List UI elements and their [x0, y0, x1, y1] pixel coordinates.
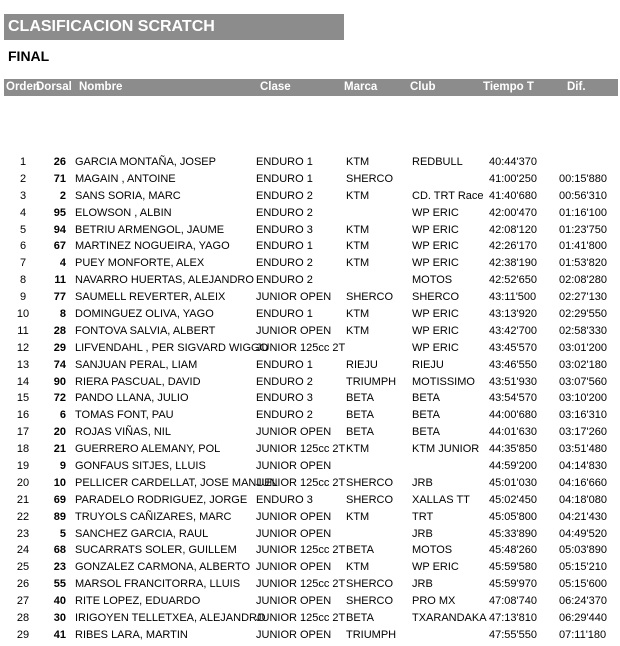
table-row — [0, 542, 620, 559]
cell-dorsal: 9 — [59, 460, 66, 473]
cell-nombre: PELLICER CARDELLAT, JOSE MANUEL — [75, 476, 278, 489]
cell-marca: KTM — [346, 257, 370, 270]
cell-clase: ENDURO 1 — [256, 240, 313, 253]
cell-dif: 05:15'210 — [559, 561, 607, 574]
table-row — [0, 576, 620, 593]
cell-dorsal: 74 — [53, 358, 66, 371]
cell-orden: 20 — [16, 476, 30, 489]
cell-club: WP ERIC — [412, 341, 459, 354]
cell-orden: 12 — [16, 341, 30, 354]
cell-marca: KTM — [346, 308, 370, 321]
cell-nombre: SUCARRATS SOLER, GUILLEM — [75, 544, 237, 557]
cell-club: RIEJU — [412, 358, 444, 371]
cell-tiempo: 43:45'570 — [489, 341, 537, 354]
table-row — [0, 272, 620, 289]
cell-dif: 07:11'180 — [559, 628, 607, 641]
table-row — [0, 323, 620, 340]
cell-clase: ENDURO 2 — [256, 375, 313, 388]
cell-club: MOTOS — [412, 544, 453, 557]
cell-club: WP ERIC — [412, 240, 459, 253]
cell-marca: TRIUMPH — [346, 628, 397, 641]
cell-nombre: PANDO LLANA, JULIO — [75, 392, 189, 405]
cell-nombre: SANS SORIA, MARC — [75, 189, 181, 202]
cell-marca: KTM — [346, 561, 370, 574]
cell-dorsal: 89 — [53, 510, 66, 523]
cell-dorsal: 10 — [53, 476, 66, 489]
cell-nombre: MAGAIN , ANTOINE — [75, 172, 176, 185]
cell-dif: 05:03'890 — [559, 544, 607, 557]
cell-orden: 2 — [19, 172, 27, 185]
cell-tiempo: 45:33'890 — [489, 527, 537, 540]
cell-tiempo: 43:46'550 — [489, 358, 537, 371]
cell-clase: JUNIOR 125cc 2T — [256, 544, 346, 557]
cell-dorsal: 2 — [59, 189, 66, 202]
cell-orden: 7 — [19, 257, 27, 270]
results-table — [0, 154, 620, 644]
cell-dif: 01:53'820 — [559, 257, 607, 270]
cell-marca: TRIUMPH — [346, 375, 397, 388]
cell-nombre: RIERA PASCUAL, DAVID — [75, 375, 201, 388]
cell-tiempo: 43:13'920 — [489, 308, 537, 321]
cell-nombre: GONZALEZ CARMONA, ALBERTO — [75, 561, 251, 574]
cell-club: BETA — [412, 426, 440, 439]
cell-orden: 25 — [16, 561, 30, 574]
cell-nombre: SANJUAN PERAL, LIAM — [75, 358, 198, 371]
cell-marca: SHERCO — [346, 291, 394, 304]
cell-dorsal: 77 — [53, 291, 66, 304]
cell-nombre: RITE LOPEZ, EDUARDO — [75, 595, 201, 608]
table-row — [0, 509, 620, 526]
cell-clase: ENDURO 1 — [256, 308, 313, 321]
cell-nombre: ROJAS VIÑAS, NIL — [75, 426, 171, 439]
cell-clase: ENDURO 2 — [256, 189, 313, 202]
cell-tiempo: 42:00'470 — [489, 206, 537, 219]
cell-nombre: MARTINEZ NOGUEIRA, YAGO — [75, 240, 230, 253]
cell-tiempo: 43:51'930 — [489, 375, 537, 388]
cell-dorsal: 40 — [53, 595, 66, 608]
cell-dif: 02:08'280 — [559, 274, 607, 287]
header-marca: Marca — [344, 81, 378, 93]
cell-marca: KTM — [346, 443, 370, 456]
cell-marca: SHERCO — [346, 172, 394, 185]
cell-marca: RIEJU — [346, 358, 378, 371]
cell-dorsal: 29 — [53, 341, 66, 354]
cell-clase: ENDURO 3 — [256, 223, 313, 236]
cell-orden: 29 — [16, 628, 30, 641]
cell-dorsal: 23 — [53, 561, 66, 574]
table-row — [0, 357, 620, 374]
cell-marca: SHERCO — [346, 595, 394, 608]
table-row — [0, 492, 620, 509]
cell-club: TXARANDAKA — [412, 612, 487, 625]
cell-marca: BETA — [346, 409, 374, 422]
cell-club: BETA — [412, 392, 440, 405]
cell-tiempo: 41:00'250 — [489, 172, 537, 185]
cell-club: TRT — [412, 510, 434, 523]
table-row — [0, 475, 620, 492]
cell-orden: 17 — [16, 426, 30, 439]
table-row — [0, 306, 620, 323]
cell-club: SHERCO — [412, 291, 460, 304]
cell-nombre: GUERRERO ALEMANY, POL — [75, 443, 221, 456]
table-row — [0, 390, 620, 407]
cell-orden: 13 — [16, 358, 30, 371]
cell-marca: KTM — [346, 189, 370, 202]
cell-orden: 16 — [16, 409, 30, 422]
table-row — [0, 407, 620, 424]
cell-dorsal: 8 — [59, 308, 66, 321]
cell-dorsal: 26 — [53, 156, 66, 168]
cell-dif: 04:14'830 — [559, 460, 607, 473]
table-row — [0, 593, 620, 610]
cell-tiempo: 47:55'550 — [489, 628, 537, 641]
table-row — [0, 171, 620, 188]
cell-orden: 27 — [16, 595, 30, 608]
cell-marca: SHERCO — [346, 493, 394, 506]
cell-clase: ENDURO 1 — [256, 172, 313, 185]
cell-dif: 01:16'100 — [559, 206, 607, 219]
cell-club: XALLAS TT — [412, 493, 470, 506]
cell-tiempo: 43:42'700 — [489, 324, 537, 337]
cell-clase: JUNIOR 125cc 2T — [256, 476, 346, 489]
cell-tiempo: 43:11'500 — [489, 291, 537, 304]
cell-nombre: DOMINGUEZ OLIVA, YAGO — [75, 308, 214, 321]
cell-tiempo: 45:01'030 — [489, 476, 537, 489]
cell-nombre: BETRIU ARMENGOL, JAUME — [75, 223, 225, 236]
cell-dorsal: 72 — [53, 392, 66, 405]
cell-orden: 15 — [16, 392, 30, 405]
cell-clase: ENDURO 1 — [256, 358, 313, 371]
cell-clase: JUNIOR OPEN — [256, 324, 332, 337]
table-row — [0, 289, 620, 306]
cell-dif: 03:51'480 — [559, 443, 607, 456]
table-row — [0, 458, 620, 475]
table-row — [0, 559, 620, 576]
table-row — [0, 627, 620, 644]
cell-dif: 00:56'310 — [559, 189, 607, 202]
cell-dorsal: 41 — [53, 628, 66, 641]
cell-dorsal: 71 — [53, 172, 66, 185]
cell-nombre: GONFAUS SITJES, LLUIS — [75, 460, 206, 473]
cell-clase: JUNIOR 125cc 2T — [256, 341, 346, 354]
cell-dorsal: 68 — [53, 544, 66, 557]
table-header — [4, 79, 618, 96]
table-row — [0, 374, 620, 391]
table-row — [0, 526, 620, 543]
cell-marca: KTM — [346, 240, 370, 253]
cell-tiempo: 42:52'650 — [489, 274, 537, 287]
cell-marca: KTM — [346, 223, 370, 236]
header-dif: Dif. — [567, 81, 586, 93]
cell-clase: JUNIOR OPEN — [256, 460, 332, 473]
cell-nombre: TRUYOLS CAÑIZARES, MARC — [75, 510, 232, 523]
header-orden: Orden — [6, 81, 40, 93]
cell-dif: 04:21'430 — [559, 510, 607, 523]
cell-dif: 03:16'310 — [559, 409, 607, 422]
cell-club: KTM JUNIOR — [412, 443, 480, 456]
cell-clase: ENDURO 3 — [256, 493, 313, 506]
cell-tiempo: 47:08'740 — [489, 595, 537, 608]
cell-clase: JUNIOR OPEN — [256, 628, 332, 641]
cell-orden: 19 — [16, 460, 30, 473]
cell-club: REDBULL — [412, 156, 463, 168]
cell-dif: 02:27'130 — [559, 291, 607, 304]
cell-dorsal: 28 — [53, 324, 66, 337]
cell-clase: JUNIOR OPEN — [256, 527, 332, 540]
cell-tiempo: 42:38'190 — [489, 257, 537, 270]
cell-dorsal: 94 — [53, 223, 66, 236]
cell-orden: 5 — [19, 223, 27, 236]
cell-orden: 26 — [16, 578, 30, 591]
cell-dorsal: 95 — [53, 206, 66, 219]
cell-nombre: MARSOL FRANCITORRA, LLUIS — [75, 578, 241, 591]
cell-tiempo: 44:59'200 — [489, 460, 537, 473]
cell-club: WP ERIC — [412, 206, 459, 219]
cell-dif: 03:07'560 — [559, 375, 607, 388]
cell-dif: 02:58'330 — [559, 324, 607, 337]
page-subtitle: FINAL — [8, 48, 50, 64]
cell-dif: 00:15'880 — [559, 172, 607, 185]
cell-orden: 4 — [19, 206, 27, 219]
cell-orden: 23 — [16, 527, 30, 540]
cell-orden: 10 — [16, 308, 30, 321]
cell-dorsal: 20 — [53, 426, 66, 439]
cell-marca: SHERCO — [346, 476, 394, 489]
header-club: Club — [410, 81, 436, 93]
cell-marca: SHERCO — [346, 578, 394, 591]
cell-orden: 18 — [16, 443, 30, 456]
cell-clase: ENDURO 3 — [256, 392, 313, 405]
cell-clase: ENDURO 2 — [256, 409, 313, 422]
cell-nombre: LIFVENDAHL , PER SIGVARD WIGGO — [75, 341, 269, 354]
cell-clase: JUNIOR OPEN — [256, 561, 332, 574]
cell-orden: 22 — [16, 510, 30, 523]
cell-nombre: IRIGOYEN TELLETXEA, ALEJANDRO — [75, 612, 266, 625]
cell-club: WP ERIC — [412, 308, 459, 321]
cell-marca: KTM — [346, 324, 370, 337]
cell-marca: KTM — [346, 510, 370, 523]
cell-nombre: NAVARRO HUERTAS, ALEJANDRO — [75, 274, 254, 287]
cell-dorsal: 55 — [53, 578, 66, 591]
cell-marca: KTM — [346, 156, 370, 168]
cell-orden: 6 — [19, 240, 27, 253]
cell-club: MOTOS — [412, 274, 453, 287]
cell-club: MOTISSIMO — [412, 375, 475, 388]
cell-marca: BETA — [346, 392, 374, 405]
cell-clase: ENDURO 2 — [256, 206, 313, 219]
cell-dorsal: 90 — [53, 375, 66, 388]
cell-dorsal: 5 — [59, 527, 66, 540]
page-title: CLASIFICACION SCRATCH — [4, 14, 344, 40]
cell-dorsal: 30 — [53, 612, 66, 625]
cell-dif: 01:41'800 — [559, 240, 607, 253]
cell-orden: 1 — [19, 156, 27, 168]
cell-orden: 28 — [16, 612, 30, 625]
cell-clase: JUNIOR OPEN — [256, 426, 332, 439]
table-row — [0, 424, 620, 441]
cell-tiempo: 44:01'630 — [489, 426, 537, 439]
table-row — [0, 340, 620, 357]
cell-dorsal: 4 — [59, 257, 66, 270]
header-dorsal: Dorsal — [36, 81, 72, 93]
cell-orden: 3 — [19, 189, 27, 202]
cell-tiempo: 45:59'970 — [489, 578, 537, 591]
cell-dif: 06:24'370 — [559, 595, 607, 608]
cell-club: JRB — [412, 527, 433, 540]
cell-club: WP ERIC — [412, 561, 459, 574]
cell-nombre: ELOWSON , ALBIN — [75, 206, 172, 219]
cell-nombre: TOMAS FONT, PAU — [75, 409, 174, 422]
cell-marca: BETA — [346, 544, 374, 557]
cell-marca: BETA — [346, 612, 374, 625]
cell-nombre: SAUMELL REVERTER, ALEIX — [75, 291, 226, 304]
cell-clase: ENDURO 1 — [256, 156, 313, 168]
cell-clase: ENDURO 2 — [256, 257, 313, 270]
cell-nombre: PUEY MONFORTE, ALEX — [75, 257, 205, 270]
cell-orden: 11 — [17, 324, 29, 337]
cell-dif: 04:16'660 — [559, 476, 607, 489]
table-row — [0, 205, 620, 222]
header-tiempo: Tiempo T — [483, 81, 534, 93]
cell-dif: 03:17'260 — [559, 426, 607, 439]
cell-orden: 9 — [19, 291, 27, 304]
table-row — [0, 255, 620, 272]
cell-dif: 01:23'750 — [559, 223, 607, 236]
cell-club: CD. TRT Race — [412, 189, 484, 202]
cell-dorsal: 69 — [53, 493, 66, 506]
cell-tiempo: 45:48'260 — [489, 544, 537, 557]
cell-dorsal: 21 — [53, 443, 66, 456]
cell-tiempo: 45:59'580 — [489, 561, 537, 574]
cell-club: WP ERIC — [412, 257, 459, 270]
cell-dif: 05:15'600 — [559, 578, 607, 591]
cell-marca: BETA — [346, 426, 374, 439]
cell-nombre: PARADELO RODRIGUEZ, JORGE — [75, 493, 248, 506]
cell-tiempo: 45:05'800 — [489, 510, 537, 523]
cell-tiempo: 41:40'680 — [489, 189, 537, 202]
table-row — [0, 238, 620, 255]
table-row — [0, 610, 620, 627]
cell-orden: 8 — [19, 274, 27, 287]
cell-clase: JUNIOR 125cc 2T — [256, 612, 346, 625]
cell-dif: 03:01'200 — [559, 341, 607, 354]
cell-clase: ENDURO 2 — [256, 274, 313, 287]
cell-nombre: GARCIA MONTAÑA, JOSEP — [75, 156, 216, 168]
cell-nombre: RIBES LARA, MARTIN — [75, 628, 188, 641]
cell-tiempo: 43:54'570 — [489, 392, 537, 405]
cell-dif: 02:29'550 — [559, 308, 607, 321]
cell-clase: JUNIOR 125cc 2T — [256, 443, 346, 456]
cell-nombre: FONTOVA SALVIA, ALBERT — [75, 324, 216, 337]
cell-dif: 06:29'440 — [559, 612, 607, 625]
cell-orden: 24 — [16, 544, 30, 557]
cell-club: WP ERIC — [412, 223, 459, 236]
cell-dif: 03:02'180 — [559, 358, 607, 371]
header-clase: Clase — [260, 81, 291, 93]
table-row — [0, 222, 620, 239]
cell-dorsal: 67 — [53, 240, 66, 253]
cell-clase: JUNIOR OPEN — [256, 510, 332, 523]
cell-dorsal: 6 — [59, 409, 66, 422]
cell-tiempo: 42:08'120 — [489, 223, 537, 236]
table-row — [0, 441, 620, 458]
cell-clase: JUNIOR OPEN — [256, 595, 332, 608]
cell-dif: 03:10'200 — [559, 392, 607, 405]
cell-club: JRB — [412, 476, 433, 489]
cell-clase: JUNIOR 125cc 2T — [256, 578, 346, 591]
cell-orden: 21 — [16, 493, 30, 506]
cell-tiempo: 44:00'680 — [489, 409, 537, 422]
cell-dorsal: 11 — [54, 274, 66, 287]
cell-tiempo: 44:35'850 — [489, 443, 537, 456]
cell-club: PRO MX — [412, 595, 456, 608]
cell-dif: 04:49'520 — [559, 527, 607, 540]
table-row — [0, 154, 620, 171]
cell-tiempo: 42:26'170 — [489, 240, 537, 253]
table-row — [0, 188, 620, 205]
cell-club: BETA — [412, 409, 440, 422]
cell-tiempo: 45:02'450 — [489, 493, 537, 506]
cell-tiempo: 47:13'810 — [489, 612, 537, 625]
header-nombre: Nombre — [79, 81, 123, 93]
cell-club: WP ERIC — [412, 324, 459, 337]
cell-nombre: SANCHEZ GARCIA, RAUL — [75, 527, 209, 540]
cell-club: JRB — [412, 578, 433, 591]
cell-dif: 04:18'080 — [559, 493, 607, 506]
cell-clase: JUNIOR OPEN — [256, 291, 332, 304]
cell-tiempo: 40:44'370 — [489, 156, 537, 168]
cell-orden: 14 — [16, 375, 30, 388]
